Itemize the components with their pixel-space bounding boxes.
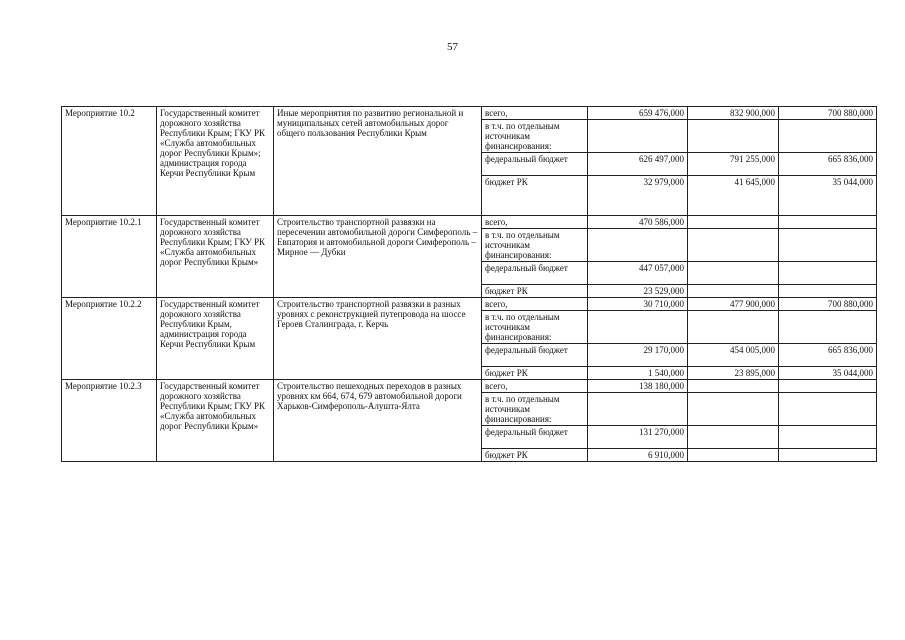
executor-cell: Государственный комитет дорожного хозяйства Республики Крым; ГКУ РК «Служба автомобильных дорог Республики Крым»; администрация города Керчи Республики Крым — [157, 107, 274, 216]
value-year1 — [588, 393, 688, 426]
value-year3 — [779, 285, 877, 298]
executor-cell: Государственный комитет дорожного хозяйства Республики Крым, администрация города Керчи Республики Крым — [157, 298, 274, 380]
value-year2: 41 645,000 — [688, 176, 779, 216]
value-year2: 454 005,000 — [688, 344, 779, 367]
budget-table — [61, 106, 877, 462]
value-year2 — [688, 393, 779, 426]
value-year3: 700 880,000 — [779, 107, 877, 120]
value-year1: 23 529,000 — [588, 285, 688, 298]
value-year1: 138 180,000 — [588, 380, 688, 393]
description-cell: Строительство пешеходных переходов в разных уровнях км 664, 674, 679 автомобильной дороги Харьков-Симферополь-Алушта-Ялта — [274, 380, 482, 462]
source-label: федеральный бюджет — [482, 344, 588, 367]
event-cell: Мероприятие 10.2.2 — [62, 298, 157, 380]
value-year2 — [688, 262, 779, 285]
source-label: бюджет РК — [482, 176, 588, 216]
source-label: бюджет РК — [482, 449, 588, 462]
value-year1: 1 540,000 — [588, 367, 688, 380]
source-label: всего, — [482, 380, 588, 393]
source-label: федеральный бюджет — [482, 262, 588, 285]
value-year1: 29 170,000 — [588, 344, 688, 367]
value-year2 — [688, 285, 779, 298]
value-year3 — [779, 311, 877, 344]
event-cell: Мероприятие 10.2.1 — [62, 216, 157, 298]
source-label: федеральный бюджет — [482, 153, 588, 176]
value-year1 — [588, 229, 688, 262]
description-cell: Иные мероприятия по развитию региональной и муниципальных сетей автомобильных дорог общего пользования Республики Крым — [274, 107, 482, 216]
value-year1: 32 979,000 — [588, 176, 688, 216]
value-year3: 700 880,000 — [779, 298, 877, 311]
value-year2: 832 900,000 — [688, 107, 779, 120]
description-cell: Строительство транспортной развязки на пересечении автомобильной дороги Симферополь – Евпатория и автомобильной дороги Симферополь – Мирное — Дубки — [274, 216, 482, 298]
value-year1: 626 497,000 — [588, 153, 688, 176]
event-cell: Мероприятие 10.2 — [62, 107, 157, 216]
description-cell: Строительство транспортной развязки в разных уровнях с реконструкцией путепровода на шоссе Героев Сталинграда, г. Керчь — [274, 298, 482, 380]
value-year2: 791 255,000 — [688, 153, 779, 176]
value-year2 — [688, 216, 779, 229]
table-row — [62, 216, 877, 229]
value-year2 — [688, 449, 779, 462]
page-number: 57 — [447, 41, 458, 53]
executor-cell: Государственный комитет дорожного хозяйства Республики Крым; ГКУ РК «Служба автомобильных дорог Республики Крым» — [157, 380, 274, 462]
source-label: в т.ч. по отдельным источникам финансирования: — [482, 311, 588, 344]
value-year1 — [588, 311, 688, 344]
value-year2 — [688, 380, 779, 393]
value-year3: 35 044,000 — [779, 367, 877, 380]
event-cell: Мероприятие 10.2.3 — [62, 380, 157, 462]
value-year3 — [779, 120, 877, 153]
source-label: всего, — [482, 107, 588, 120]
value-year1: 131 270,000 — [588, 426, 688, 449]
value-year1: 30 710,000 — [588, 298, 688, 311]
table-row — [62, 380, 877, 393]
source-label: всего, — [482, 216, 588, 229]
value-year1: 6 910,000 — [588, 449, 688, 462]
source-label: федеральный бюджет — [482, 426, 588, 449]
value-year1: 447 057,000 — [588, 262, 688, 285]
value-year1: 470 586,000 — [588, 216, 688, 229]
source-label: бюджет РК — [482, 285, 588, 298]
source-label: в т.ч. по отдельным источникам финансирования: — [482, 393, 588, 426]
value-year3 — [779, 380, 877, 393]
value-year2: 23 895,000 — [688, 367, 779, 380]
table-row — [62, 107, 877, 120]
value-year3 — [779, 216, 877, 229]
value-year1 — [588, 120, 688, 153]
table-row — [62, 298, 877, 311]
value-year2 — [688, 120, 779, 153]
source-label: в т.ч. по отдельным источникам финансирования: — [482, 229, 588, 262]
value-year3 — [779, 449, 877, 462]
value-year3 — [779, 393, 877, 426]
value-year3: 665 836,000 — [779, 344, 877, 367]
value-year3 — [779, 229, 877, 262]
source-label: в т.ч. по отдельным источникам финансирования: — [482, 120, 588, 153]
value-year3: 35 044,000 — [779, 176, 877, 216]
value-year2 — [688, 229, 779, 262]
value-year3: 665 836,000 — [779, 153, 877, 176]
value-year2: 477 900,000 — [688, 298, 779, 311]
value-year3 — [779, 262, 877, 285]
value-year3 — [779, 426, 877, 449]
executor-cell: Государственный комитет дорожного хозяйства Республики Крым; ГКУ РК «Служба автомобильных дорог Республики Крым» — [157, 216, 274, 298]
value-year2 — [688, 311, 779, 344]
value-year2 — [688, 426, 779, 449]
source-label: всего, — [482, 298, 588, 311]
value-year1: 659 476,000 — [588, 107, 688, 120]
source-label: бюджет РК — [482, 367, 588, 380]
